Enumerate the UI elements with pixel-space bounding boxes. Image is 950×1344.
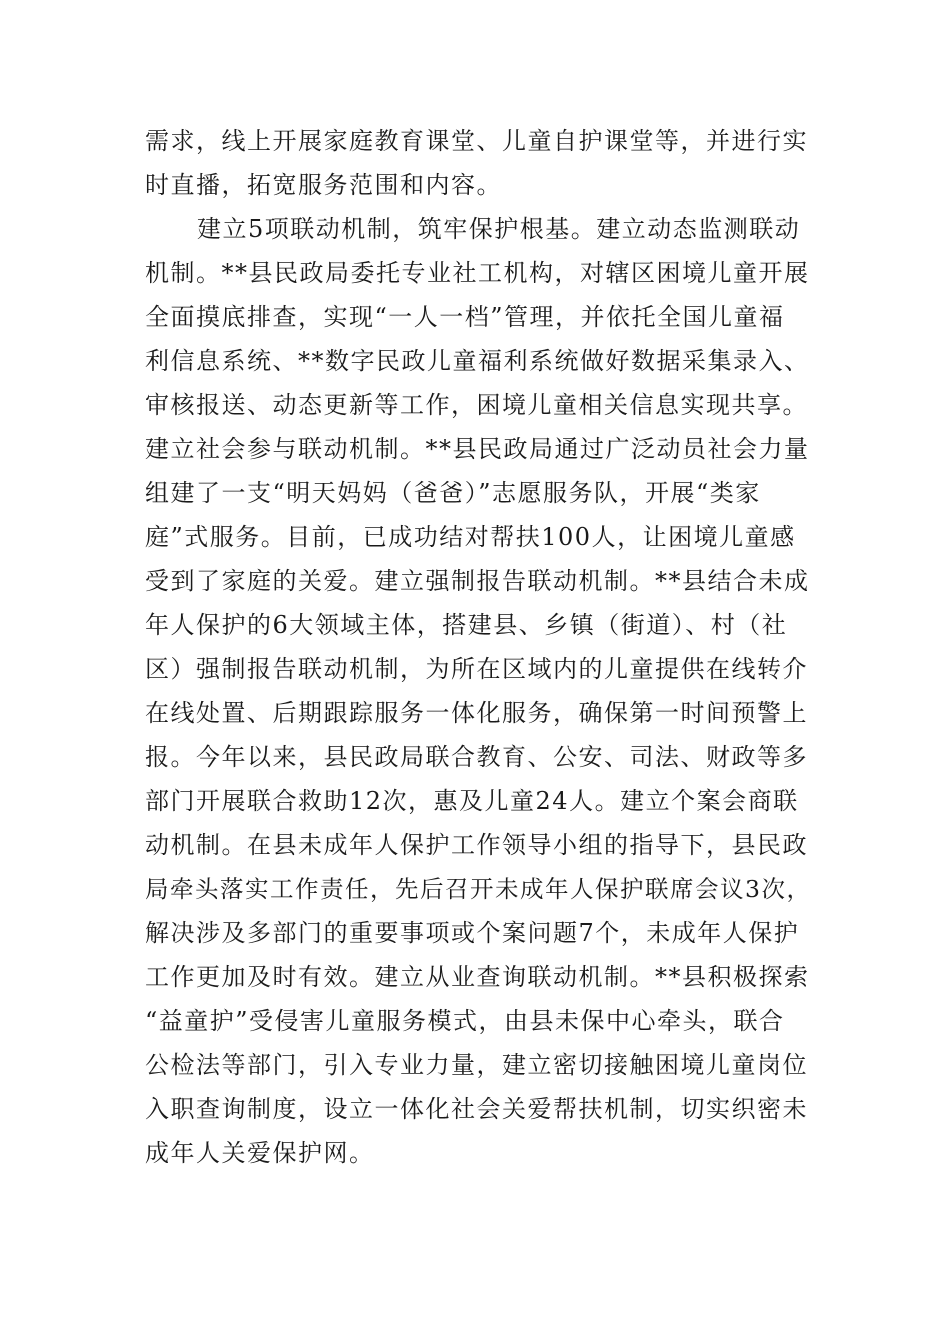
text-line: “益童护”受侵害儿童服务模式，由县未保中心牵头，联合 — [145, 1007, 785, 1035]
text-line: 报。今年以来，县民政局联合教育、公安、司法、财政等多 — [145, 743, 808, 771]
text-line: 部门开展联合救助12次，惠及儿童24人。建立个案会商联 — [145, 787, 799, 815]
text-line: 受到了家庭的关爱。建立强制报告联动机制。**县结合未成 — [145, 567, 810, 595]
text-line: 在线处置、后期跟踪服务一体化服务，确保第一时间预警上 — [145, 699, 808, 727]
text-line: 组建了一支“明天妈妈（爸爸）”志愿服务队，开展“类家 — [145, 479, 761, 507]
text-line: 工作更加及时有效。建立从业查询联动机制。**县积极探索 — [145, 963, 810, 991]
paragraph-start-line: 建立5项联动机制，筑牢保护根基。建立动态监测联动 — [197, 215, 801, 243]
text-line: 时直播，拓宽服务范围和内容。 — [145, 171, 502, 199]
text-line: 区）强制报告联动机制，为所在区域内的儿童提供在线转介 — [145, 655, 808, 683]
text-line: 利信息系统、**数字民政儿童福利系统做好数据采集录入、 — [145, 347, 810, 375]
text-line: 需求，线上开展家庭教育课堂、儿童自护课堂等，并进行实 — [145, 127, 808, 155]
text-line: 机制。**县民政局委托专业社工机构，对辖区困境儿童开展 — [145, 259, 810, 287]
text-line: 审核报送、动态更新等工作，困境儿童相关信息实现共享。 — [145, 391, 808, 419]
text-line: 入职查询制度，设立一体化社会关爱帮扶机制，切实织密未 — [145, 1095, 808, 1123]
text-line: 局牵头落实工作责任，先后召开未成年人保护联席会议3次， — [145, 875, 812, 903]
text-line: 解决涉及多部门的重要事项或个案问题7个，未成年人保护 — [145, 919, 800, 947]
text-line: 庭”式服务。目前，已成功结对帮扶100人，让困境儿童感 — [145, 523, 796, 551]
text-line: 年人保护的6大领域主体，搭建县、乡镇（街道）、村（社 — [145, 611, 788, 639]
text-line: 成年人关爱保护网。 — [145, 1139, 375, 1167]
text-line: 动机制。在县未成年人保护工作领导小组的指导下，县民政 — [145, 831, 808, 859]
text-line: 公检法等部门，引入专业力量，建立密切接触困境儿童岗位 — [145, 1051, 808, 1079]
text-line: 建立社会参与联动机制。**县民政局通过广泛动员社会力量 — [145, 435, 810, 463]
text-line: 全面摸底排查，实现“一人一档”管理，并依托全国儿童福 — [145, 303, 785, 331]
